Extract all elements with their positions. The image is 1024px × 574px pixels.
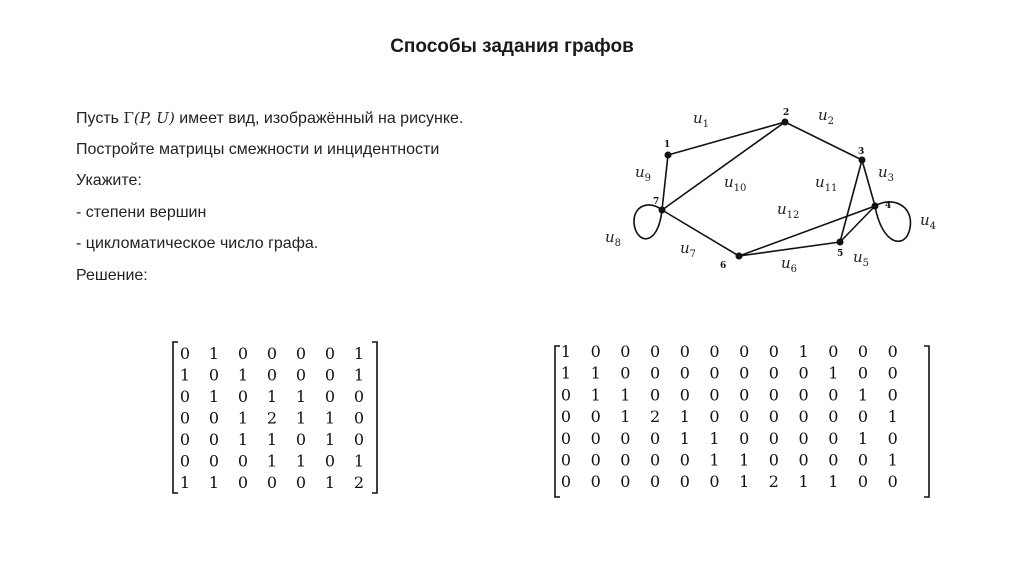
incidence_matrix-cell: 0 [739,363,750,383]
incidence_matrix-cell: 0 [739,342,750,361]
incidence_matrix-cell: 1 [709,450,720,470]
incidence_matrix-cell: 0 [590,472,601,492]
edge-label-u1: $u_1$ [693,109,710,130]
task-line-2: Постройте матрицы смежности и инцидентности [76,140,440,158]
adjacency_matrix-cell: 1 [324,430,336,449]
incidence_matrix-cell: 1 [709,428,720,448]
incidence_matrix-cell: 1 [857,428,869,448]
task-line-3: Укажите: [76,172,142,189]
vertex-label: 1 [664,140,671,150]
incidence-right-bracket [924,346,929,497]
edge-label-u3: $u_3$ [878,163,895,184]
incidence_matrix-cell: 0 [560,407,572,427]
adjacency_matrix-cell: 1 [324,473,336,492]
adjacency_matrix-cell: 1 [179,365,191,385]
incidence_matrix-cell: 2 [768,472,779,492]
edge-u8-loop [634,205,662,239]
incidence_matrix-cell: 0 [887,472,898,492]
incidence_matrix-cell: 1 [857,385,869,405]
edge-label-u8: $u_8$ [605,228,622,249]
vertex-label: 7 [653,197,660,207]
edge-u2 [785,122,865,160]
adjacency_matrix-cell: 1 [208,387,220,406]
incidence_matrix-cell: 0 [620,450,631,470]
adjacency_matrix-cell: 0 [295,473,307,492]
incidence_matrix-cell: 0 [650,472,661,492]
adjacency_matrix-cell: 1 [295,451,307,471]
edge-label-u12: $u_{12}$ [777,200,800,221]
task-line-4: - степени вершин [76,203,207,221]
adjacency_matrix-cell: 0 [237,451,249,471]
edge-label-u2: $u_2$ [818,106,835,127]
incidence_matrix-cell: 0 [650,342,661,361]
adjacency_matrix-cell: 0 [208,408,220,428]
edge-u1 [668,122,785,155]
incidence_matrix-cell: 1 [620,385,631,405]
incidence_matrix-cell: 0 [739,407,750,427]
adjacency_matrix-cell: 0 [266,473,278,492]
incidence_matrix-cell: 0 [679,450,690,470]
vertex-1 [665,152,672,159]
incidence_matrix-cell: 0 [828,342,839,361]
vertex-label: 2 [783,108,790,118]
adjacency_matrix-cell: 1 [208,473,220,492]
adjacency_matrix-cell: 0 [237,344,249,363]
adjacency_matrix-cell: 0 [324,344,336,363]
incidence_matrix-cell: 1 [679,407,690,427]
incidence_matrix-cell: 0 [887,363,898,383]
adjacency-right-bracket [372,342,377,493]
incidence_matrix-cell: 0 [857,407,869,427]
edge-u3 [862,160,875,206]
vertex-label: 6 [720,261,727,271]
incidence_matrix-cell: 0 [560,472,572,492]
incidence_matrix-cell: 0 [887,428,898,448]
incidence_matrix-cell: 0 [768,342,779,361]
graph-notation: Γ(P, U) [123,109,175,127]
adjacency_matrix-cell: 1 [353,451,365,471]
vertex-5 [837,239,844,246]
incidence_matrix-cell: 0 [828,385,839,405]
adjacency_matrix-cell: 0 [179,387,191,406]
adjacency_matrix-cell: 2 [266,408,278,428]
incidence_matrix-cell: 0 [590,342,601,361]
incidence_matrix-cell: 0 [828,407,839,427]
adjacency_matrix-cell: 1 [237,430,249,449]
adjacency_matrix-cell: 1 [266,387,278,406]
adjacency_matrix-cell: 0 [266,365,278,385]
incidence_matrix-cell: 1 [798,342,809,361]
adjacency_matrix-cell: 1 [353,344,365,363]
adjacency_matrix-cell: 0 [179,451,191,471]
incidence_matrix-cell: 0 [679,363,690,383]
incidence_matrix-cell: 1 [620,407,631,427]
incidence_matrix-cell: 0 [679,342,690,361]
incidence_matrix-cell: 0 [857,472,869,492]
adjacency_matrix-cell: 0 [295,430,307,449]
edge-u4-loop [875,202,910,241]
edge-label-u7: $u_7$ [680,239,697,260]
incidence_matrix-cell: 1 [887,450,898,470]
adjacency_matrix-cell: 0 [295,365,307,385]
incidence_matrix-cell: 0 [709,472,720,492]
adjacency_matrix-cell: 1 [237,365,249,385]
incidence_matrix-cell: 0 [560,385,572,405]
edge-label-u11: $u_{11}$ [815,173,838,194]
adjacency_matrix-cell: 1 [353,365,365,385]
adjacency-matrix [180,344,364,492]
incidence_matrix-cell: 0 [709,385,720,405]
incidence_matrix-cell: 0 [798,385,809,405]
vertex-label: 5 [837,249,844,259]
incidence_matrix-cell: 0 [887,385,898,405]
incidence-left-bracket [555,346,560,497]
adjacency_matrix-cell: 0 [324,451,336,471]
edge-u9 [662,155,668,210]
adjacency_matrix-cell: 1 [295,408,307,428]
adjacency_matrix-cell: 0 [179,344,191,363]
incidence_matrix-cell: 0 [650,428,661,448]
adjacency_matrix-cell: 1 [179,473,191,492]
adjacency_matrix-cell: 2 [353,473,365,492]
incidence_matrix-cell: 0 [798,407,809,427]
incidence_matrix-cell: 0 [739,428,750,448]
incidence_matrix-cell: 2 [650,407,661,427]
incidence_matrix-cell: 0 [857,363,869,383]
adjacency_matrix-cell: 0 [324,365,336,385]
adjacency_matrix-cell: 0 [324,387,336,406]
incidence_matrix-cell: 1 [798,472,809,492]
incidence_matrix-cell: 0 [560,450,572,470]
task-line-6: Решение: [76,266,148,284]
incidence_matrix-cell: 0 [857,450,869,470]
incidence_matrix-cell: 1 [590,363,601,383]
adjacency_matrix-cell: 0 [237,473,249,492]
vertex-4 [872,203,879,210]
adjacency-left-bracket [173,342,178,493]
incidence_matrix-cell: 1 [828,363,839,383]
edge-label-u9: $u_9$ [635,163,652,184]
incidence_matrix-cell: 1 [739,450,750,470]
adjacency_matrix-cell: 0 [266,344,278,363]
incidence_matrix-cell: 0 [887,342,898,361]
incidence_matrix-cell: 0 [768,385,779,405]
slide-title: Способы задания графов [390,36,634,57]
incidence_matrix-cell: 0 [620,342,631,361]
incidence_matrix-cell: 0 [768,450,779,470]
vertex-label: 3 [858,147,865,157]
adjacency_matrix-cell: 0 [353,387,365,406]
incidence_matrix-cell: 0 [739,385,750,405]
incidence_matrix-cell: 0 [768,407,779,427]
adjacency_matrix-cell: 1 [208,344,220,363]
incidence_matrix-cell: 0 [768,363,779,383]
vertex-7 [659,207,666,214]
adjacency_matrix-cell: 0 [208,430,220,449]
edge-label-u6: $u_6$ [781,254,798,275]
incidence_matrix-cell: 0 [679,385,690,405]
incidence_matrix-cell: 1 [590,385,601,405]
adjacency_matrix-cell: 0 [208,451,220,471]
edge-u7 [662,210,739,256]
incidence_matrix-cell: 0 [590,428,601,448]
incidence_matrix-cell: 0 [798,450,809,470]
adjacency_matrix-cell: 0 [179,430,191,449]
incidence_matrix-cell: 0 [828,450,839,470]
vertex-2 [782,119,789,126]
incidence_matrix-cell: 0 [709,363,720,383]
edge-u10 [662,122,785,210]
incidence_matrix-cell: 0 [590,407,601,427]
vertex-label: 4 [885,201,892,211]
incidence_matrix-cell: 0 [560,428,572,448]
incidence_matrix-cell: 0 [709,407,720,427]
adjacency_matrix-cell: 0 [353,408,365,428]
incidence_matrix-cell: 0 [650,450,661,470]
adjacency_matrix-cell: 0 [295,344,307,363]
incidence_matrix-cell: 0 [620,428,631,448]
edge-label-u10: $u_{10}$ [724,173,747,194]
adjacency_matrix-cell: 1 [266,451,278,471]
incidence_matrix-cell: 0 [620,472,631,492]
task-line-1: Пусть Γ(P, U) имеет вид, изображённый на рисунке. [76,109,464,127]
incidence_matrix-cell: 0 [650,385,661,405]
incidence_matrix-cell: 0 [590,450,601,470]
vertex-6 [736,253,743,260]
incidence_matrix-cell: 0 [798,363,809,383]
incidence_matrix-cell: 1 [739,472,750,492]
adjacency_matrix-cell: 1 [324,408,336,428]
incidence_matrix-cell: 1 [679,428,690,448]
adjacency_matrix-cell: 0 [208,365,220,385]
incidence_matrix-cell: 1 [560,363,572,383]
incidence_matrix-cell: 0 [857,342,869,361]
adjacency_matrix-cell: 0 [237,387,249,406]
adjacency_matrix-cell: 1 [295,387,307,406]
incidence_matrix-cell: 0 [798,428,809,448]
incidence_matrix-cell: 0 [828,428,839,448]
adjacency_matrix-cell: 1 [237,408,249,428]
incidence_matrix-cell: 1 [887,407,898,427]
vertex-3 [859,157,866,164]
adjacency_matrix-cell: 0 [179,408,191,428]
edge-label-u5: $u_5$ [853,248,870,269]
incidence-matrix [561,342,898,491]
incidence_matrix-cell: 0 [620,363,631,383]
incidence_matrix-cell: 0 [768,428,779,448]
edge-label-u4: $u_4$ [920,211,937,232]
incidence_matrix-cell: 1 [828,472,839,492]
adjacency_matrix-cell: 0 [353,430,365,449]
incidence_matrix-cell: 0 [679,472,690,492]
incidence_matrix-cell: 0 [709,342,720,361]
adjacency_matrix-cell: 1 [266,430,278,449]
incidence_matrix-cell: 1 [560,342,572,361]
incidence_matrix-cell: 0 [650,363,661,383]
task-line-5: - цикломатическое число графа. [76,235,319,252]
